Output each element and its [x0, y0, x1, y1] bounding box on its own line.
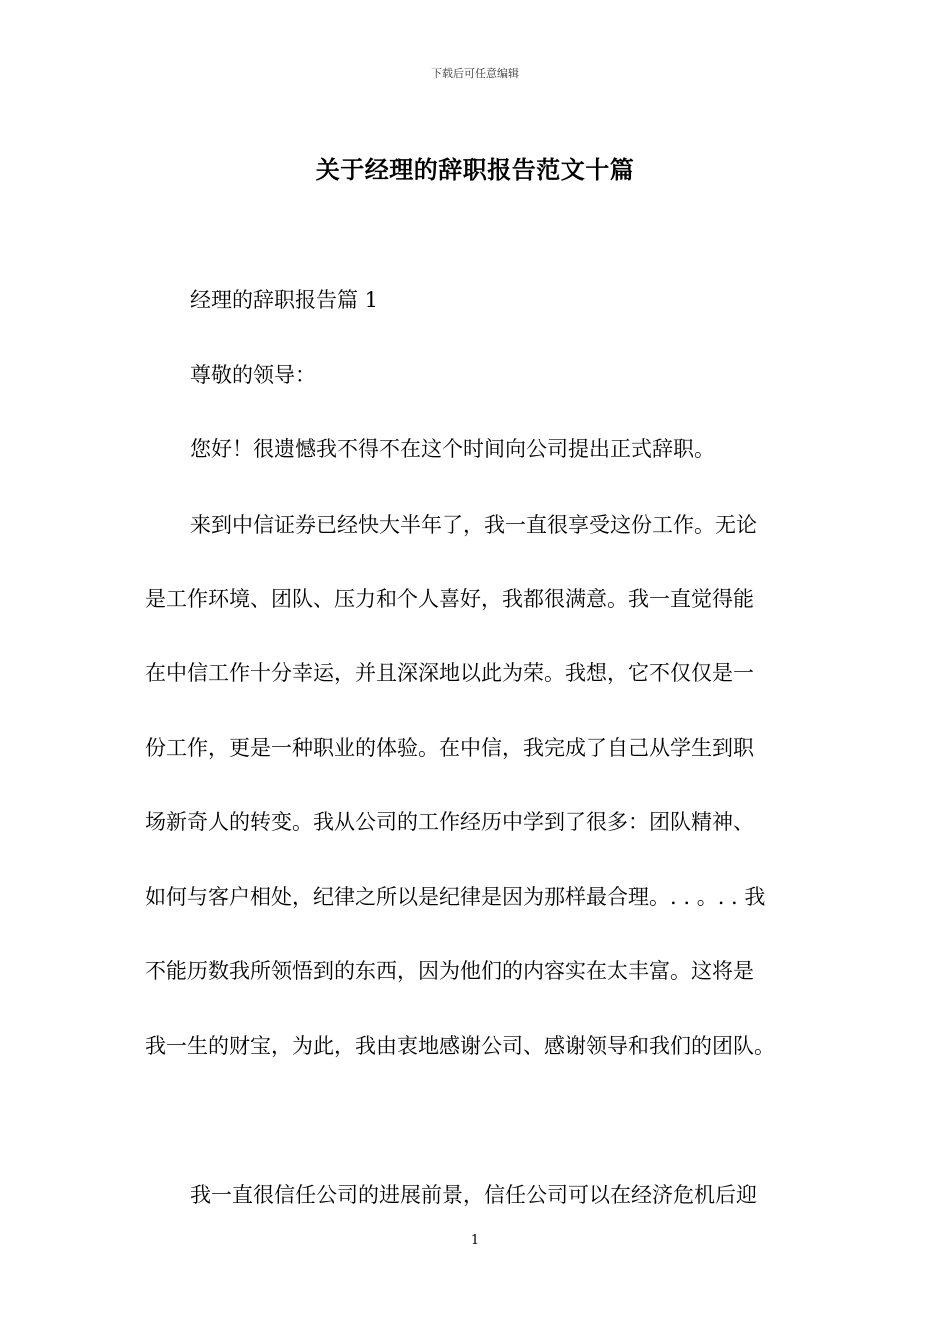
- paragraph-line: 不能历数我所领悟到的东西，因为他们的内容实在太丰富。这将是: [145, 959, 754, 983]
- paragraph-line: 我一生的财宝，为此，我由衷地感谢公司、感谢领导和我们的团队。: [145, 1034, 775, 1058]
- document-title: 关于经理的辞职报告范文十篇: [315, 155, 635, 184]
- page-number: 1: [470, 1233, 480, 1248]
- section-heading: 经理的辞职报告篇 1: [190, 288, 379, 312]
- paragraph-line: 您好！很遗憾我不得不在这个时间向公司提出正式辞职。: [190, 437, 715, 461]
- header-note: 下载后可任意编辑: [431, 67, 519, 80]
- paragraph-line: 场新奇人的转变。我从公司的工作经历中学到了很多：团队精神、: [145, 810, 754, 834]
- paragraph-line: 份工作，更是一种职业的体验。在中信，我完成了自己从学生到职: [145, 736, 754, 760]
- paragraph-line: 我一直很信任公司的进展前景，信任公司可以在经济危机后迎: [190, 1183, 757, 1207]
- paragraph-line: 是工作环境、团队、压力和个人喜好，我都很满意。我一直觉得能: [145, 587, 754, 611]
- paragraph-line: 如何与客户相处，纪律之所以是纪律是因为那样最合理。. . 。. . 我: [145, 885, 766, 909]
- paragraph-line: 在中信工作十分幸运，并且深深地以此为荣。我想，它不仅仅是一: [145, 661, 754, 685]
- salutation: 尊敬的领导：: [190, 363, 316, 387]
- paragraph-line: 来到中信证券已经快大半年了，我一直很享受这份工作。无论: [190, 513, 757, 537]
